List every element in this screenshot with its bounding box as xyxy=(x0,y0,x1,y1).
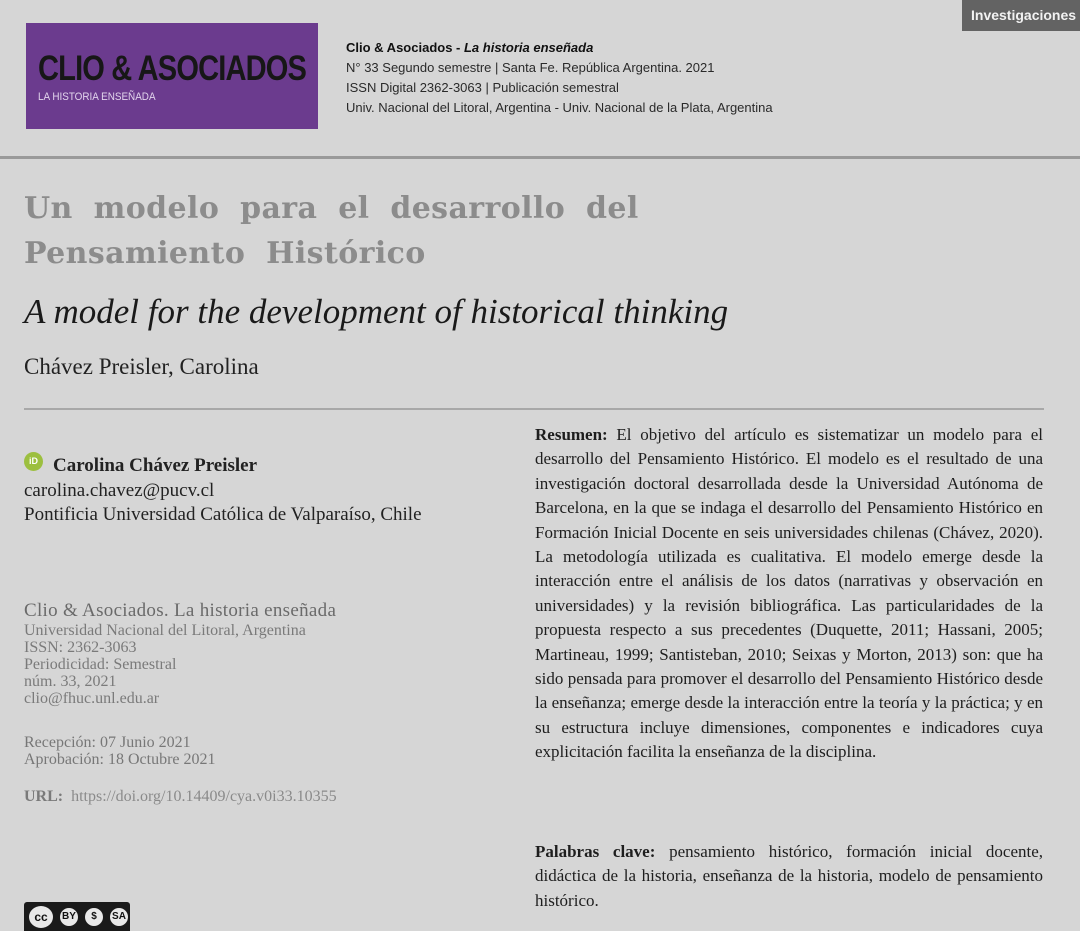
journal-info-line4: Univ. Nacional del Litoral, Argentina - Univ. Nacional de la Plata, Argentina xyxy=(346,100,773,115)
cc-icon: cc xyxy=(27,904,55,930)
keywords-label: Palabras clave: xyxy=(535,842,656,861)
logo-tagline: LA HISTORIA ENSEÑADA xyxy=(38,91,156,103)
abstract-label: Resumen: xyxy=(535,425,608,444)
author-affiliation: Pontificia Universidad Católica de Valparaíso, Chile xyxy=(24,504,422,525)
approved-date: Aprobación: 18 Octubre 2021 xyxy=(24,751,216,768)
keywords xyxy=(535,840,1043,913)
journal-details xyxy=(24,600,336,707)
journal-details-title: Clio & Asociados. La historia enseñada xyxy=(24,600,337,621)
header-divider xyxy=(0,156,1080,159)
section-tag: Investigaciones xyxy=(962,0,1080,31)
journal-info-line3: ISSN Digital 2362-3063 | Publicación semestral xyxy=(346,80,619,95)
journal-details-line: Periodicidad: Semestral xyxy=(24,656,177,673)
cc-license-badge[interactable] xyxy=(24,902,130,931)
journal-logo xyxy=(26,23,318,129)
author-name: Carolina Chávez Preisler xyxy=(53,455,258,476)
body-divider xyxy=(24,408,1044,410)
by-icon: BY xyxy=(58,906,80,928)
author-byline: Chávez Preisler, Carolina xyxy=(24,354,259,379)
url-line xyxy=(24,788,337,806)
journal-details-line: Universidad Nacional del Litoral, Argentina xyxy=(24,622,306,639)
journal-name: Clio & Asociados - xyxy=(346,40,464,55)
author-name-row xyxy=(24,455,422,477)
journal-info-line1 xyxy=(346,38,773,58)
orcid-icon[interactable]: iD xyxy=(24,452,43,471)
url-label: URL: xyxy=(24,788,64,805)
abstract-text: El objetivo del artículo es sistematizar un modelo para el desarrollo del Pensamiento Histórico. El modelo es el resultado de una investigación doctoral desarrollada desde la Universidad Autónoma de Barcelona, en la que se indaga el desarrollo del Pensamiento Histórico en Formación Inicial Docente en seis universidades chilenas (Chávez, 2020). La metodología utilizada es cualitativa. El modelo emerge desde la interacción entre el análisis de los datos (narrativas y observación en universidades) y la revisión bibliográfica. Las particularidades de la propuesta respecto a sus precedentes (Duquette, 2011; Hassani, 2005; Martineau, 1999; Santisteban, 2010; Seixas y Morton, 2013) son: que ha sido pensada para promover el desarrollo del Pensamiento Histórico desde la enseñanza; emerge desde la interacción entre la teoría y la práctica; y en su estructura incluye dimensiones, componentes e indicadores cuya explicitación facilita la enseñanza de la disciplina. xyxy=(535,425,1043,762)
journal-details-line: núm. 33, 2021 xyxy=(24,673,117,690)
doi-link[interactable]: https://doi.org/10.14409/cya.v0i33.10355 xyxy=(71,788,337,805)
dates-block xyxy=(24,734,216,768)
logo-name: CLIO & ASOCIADOS xyxy=(38,49,307,88)
author-email[interactable]: carolina.chavez@pucv.cl xyxy=(24,480,215,501)
nc-icon: $ xyxy=(83,906,105,928)
article-title-en: A model for the development of historical thinking xyxy=(24,292,729,331)
received-date: Recepción: 07 Junio 2021 xyxy=(24,734,191,751)
abstract xyxy=(535,423,1043,765)
journal-info xyxy=(346,38,773,118)
journal-details-line: ISSN: 2362-3063 xyxy=(24,639,137,656)
journal-subtitle: La historia enseñada xyxy=(463,40,594,55)
author-block xyxy=(24,455,422,526)
journal-email[interactable]: clio@fhuc.unl.edu.ar xyxy=(24,690,160,707)
keywords-text: pensamiento histórico, formación inicial docente, didáctica de la historia, enseñanza de la historia, modelo de pensamiento histórico. xyxy=(535,842,1044,910)
sa-icon: SA xyxy=(108,906,130,928)
journal-info-line2: N° 33 Segundo semestre | Santa Fe. República Argentina. 2021 xyxy=(346,60,715,75)
article-title-es: Un modelo para el desarrollo del Pensamiento Histórico xyxy=(24,191,639,271)
